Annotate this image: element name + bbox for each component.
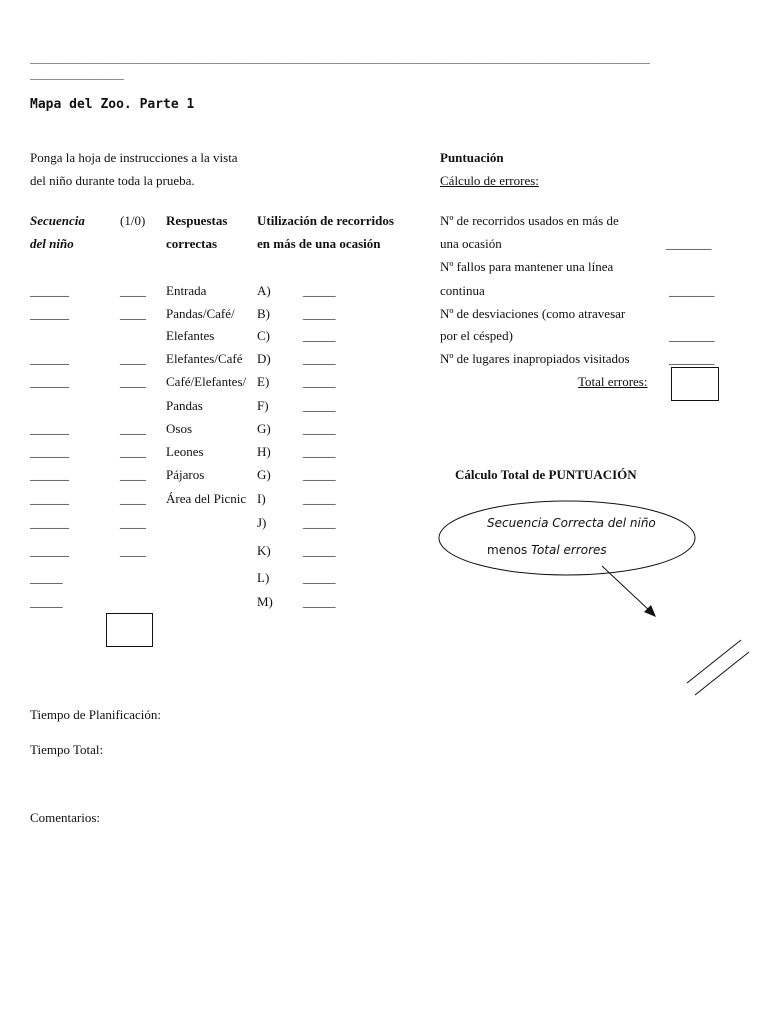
col-header-binary: (1/0) xyxy=(120,213,146,228)
route-letter: E) xyxy=(257,374,270,389)
correct-answer: Pájaros xyxy=(166,467,205,482)
correct-answer: Pandas xyxy=(166,398,203,413)
header-rule-1: _______________________________________________________________________________________ xyxy=(30,50,650,64)
route-use-blank[interactable]: _____ xyxy=(303,374,336,389)
col-header-respuestas-2: correctas xyxy=(166,236,218,251)
total-errors-label: Total errores: xyxy=(578,374,648,389)
route-use-blank[interactable]: _____ xyxy=(303,351,336,366)
sequence-blank[interactable]: ______ xyxy=(30,283,69,298)
correct-answer: Café/Elefantes/ xyxy=(166,374,247,389)
route-letter: J) xyxy=(257,515,267,530)
route-letter: M) xyxy=(257,594,273,609)
error-item-1-blank[interactable]: _______ xyxy=(666,236,712,251)
col-header-secuencia: Secuencia xyxy=(30,213,85,228)
route-letter: C) xyxy=(257,328,270,343)
col-header-respuestas: Respuestas xyxy=(166,213,228,228)
slash-mark-2 xyxy=(695,652,749,695)
instructions-line-2: del niño durante toda la prueba. xyxy=(30,173,195,188)
route-use-blank[interactable]: _____ xyxy=(303,491,336,506)
bubble-line-2-prefix: menos xyxy=(487,543,528,557)
bubble-line-2-italic: Total errores xyxy=(531,543,607,557)
route-letter: B) xyxy=(257,306,270,321)
col-header-utilizacion-2: en más de una ocasión xyxy=(257,236,381,251)
binary-blank[interactable]: ____ xyxy=(120,351,146,366)
sequence-blank[interactable]: ______ xyxy=(30,351,69,366)
error-item-4-line-1: Nº de lugares inapropiados visitados xyxy=(440,351,630,366)
route-letter: G) xyxy=(257,421,271,436)
sequence-blank[interactable]: ______ xyxy=(30,543,69,558)
comments-label: Comentarios: xyxy=(30,810,101,825)
sequence-blank[interactable]: ______ xyxy=(30,374,69,389)
binary-blank[interactable]: ____ xyxy=(120,421,146,436)
route-use-blank[interactable]: _____ xyxy=(303,306,336,321)
route-letter: G) xyxy=(257,467,271,482)
binary-blank[interactable]: ____ xyxy=(120,306,146,321)
route-use-blank[interactable]: _____ xyxy=(303,328,336,343)
route-letter: F) xyxy=(257,398,269,413)
sequence-blank[interactable]: ______ xyxy=(30,467,69,482)
error-item-4-blank[interactable]: _______ xyxy=(669,351,715,366)
instructions-line-1: Ponga la hoja de instrucciones a la vista xyxy=(30,150,238,165)
error-item-3-line-2: por el césped) xyxy=(440,328,513,343)
route-use-blank[interactable]: _____ xyxy=(303,543,336,558)
page-title: Mapa del Zoo. Parte 1 xyxy=(30,97,195,112)
route-letter: D) xyxy=(257,351,271,366)
route-use-blank[interactable]: _____ xyxy=(303,444,336,459)
header-rule-2: _____________ xyxy=(30,66,124,80)
binary-blank[interactable]: ____ xyxy=(120,444,146,459)
correct-answer: Osos xyxy=(166,421,193,436)
sequence-blank[interactable]: _____ xyxy=(30,594,63,609)
binary-blank[interactable]: ____ xyxy=(120,467,146,482)
route-letter: I) xyxy=(257,491,266,506)
binary-blank[interactable]: ____ xyxy=(120,515,146,530)
sequence-blank[interactable]: ______ xyxy=(30,421,69,436)
error-item-2-blank[interactable]: _______ xyxy=(669,283,715,298)
correct-answer: Elefantes xyxy=(166,328,215,343)
bubble-line-1: Secuencia Correcta del niño xyxy=(487,516,656,530)
route-letter: K) xyxy=(257,543,271,558)
col-header-utilizacion: Utilización de recorridos xyxy=(257,213,394,228)
route-use-blank[interactable]: _____ xyxy=(303,467,336,482)
slash-mark-1 xyxy=(687,640,741,683)
route-use-blank[interactable]: _____ xyxy=(303,570,336,585)
route-use-blank[interactable]: _____ xyxy=(303,398,336,413)
binary-blank[interactable]: ____ xyxy=(120,543,146,558)
correct-answer: Pandas/Café/ xyxy=(166,306,235,321)
pointer-arrow-line xyxy=(602,566,651,612)
scoring-title: Puntuación xyxy=(440,150,504,165)
binary-blank[interactable]: ____ xyxy=(120,491,146,506)
route-use-blank[interactable]: _____ xyxy=(303,421,336,436)
error-item-1-line-1: Nº de recorridos usados en más de xyxy=(440,213,619,228)
correct-answer: Área del Picnic xyxy=(166,491,247,506)
correct-answer: Leones xyxy=(166,444,204,459)
binary-blank[interactable]: ____ xyxy=(120,374,146,389)
route-letter: A) xyxy=(257,283,271,298)
error-item-2-line-1: Nº fallos para mantener una línea xyxy=(440,259,614,274)
total-score-title: Cálculo Total de PUNTUACIÓN xyxy=(455,467,637,482)
bubble-line-2 xyxy=(487,542,607,558)
route-letter: H) xyxy=(257,444,271,459)
sequence-blank[interactable]: ______ xyxy=(30,491,69,506)
route-use-blank[interactable]: _____ xyxy=(303,594,336,609)
sequence-blank[interactable]: ______ xyxy=(30,515,69,530)
route-letter: L) xyxy=(257,570,270,585)
sequence-blank[interactable]: ______ xyxy=(30,444,69,459)
error-item-1-line-2: una ocasión xyxy=(440,236,502,251)
sequence-blank[interactable]: _____ xyxy=(30,570,63,585)
error-item-3-blank[interactable]: _______ xyxy=(669,328,715,343)
total-time-label: Tiempo Total: xyxy=(30,742,104,757)
planning-time-label: Tiempo de Planificación: xyxy=(30,707,161,722)
binary-blank[interactable]: ____ xyxy=(120,283,146,298)
scoring-subtitle: Cálculo de errores: xyxy=(440,173,539,188)
speech-bubble xyxy=(439,501,695,575)
error-item-3-line-1: Nº de desviaciones (como atravesar xyxy=(440,306,626,321)
sequence-blank[interactable]: ______ xyxy=(30,306,69,321)
correct-answer: Entrada xyxy=(166,283,207,298)
route-use-blank[interactable]: _____ xyxy=(303,283,336,298)
col-header-secuencia-2: del niño xyxy=(30,236,74,251)
error-item-2-line-2: continua xyxy=(440,283,485,298)
route-use-blank[interactable]: _____ xyxy=(303,515,336,530)
correct-answer: Elefantes/Café xyxy=(166,351,243,366)
